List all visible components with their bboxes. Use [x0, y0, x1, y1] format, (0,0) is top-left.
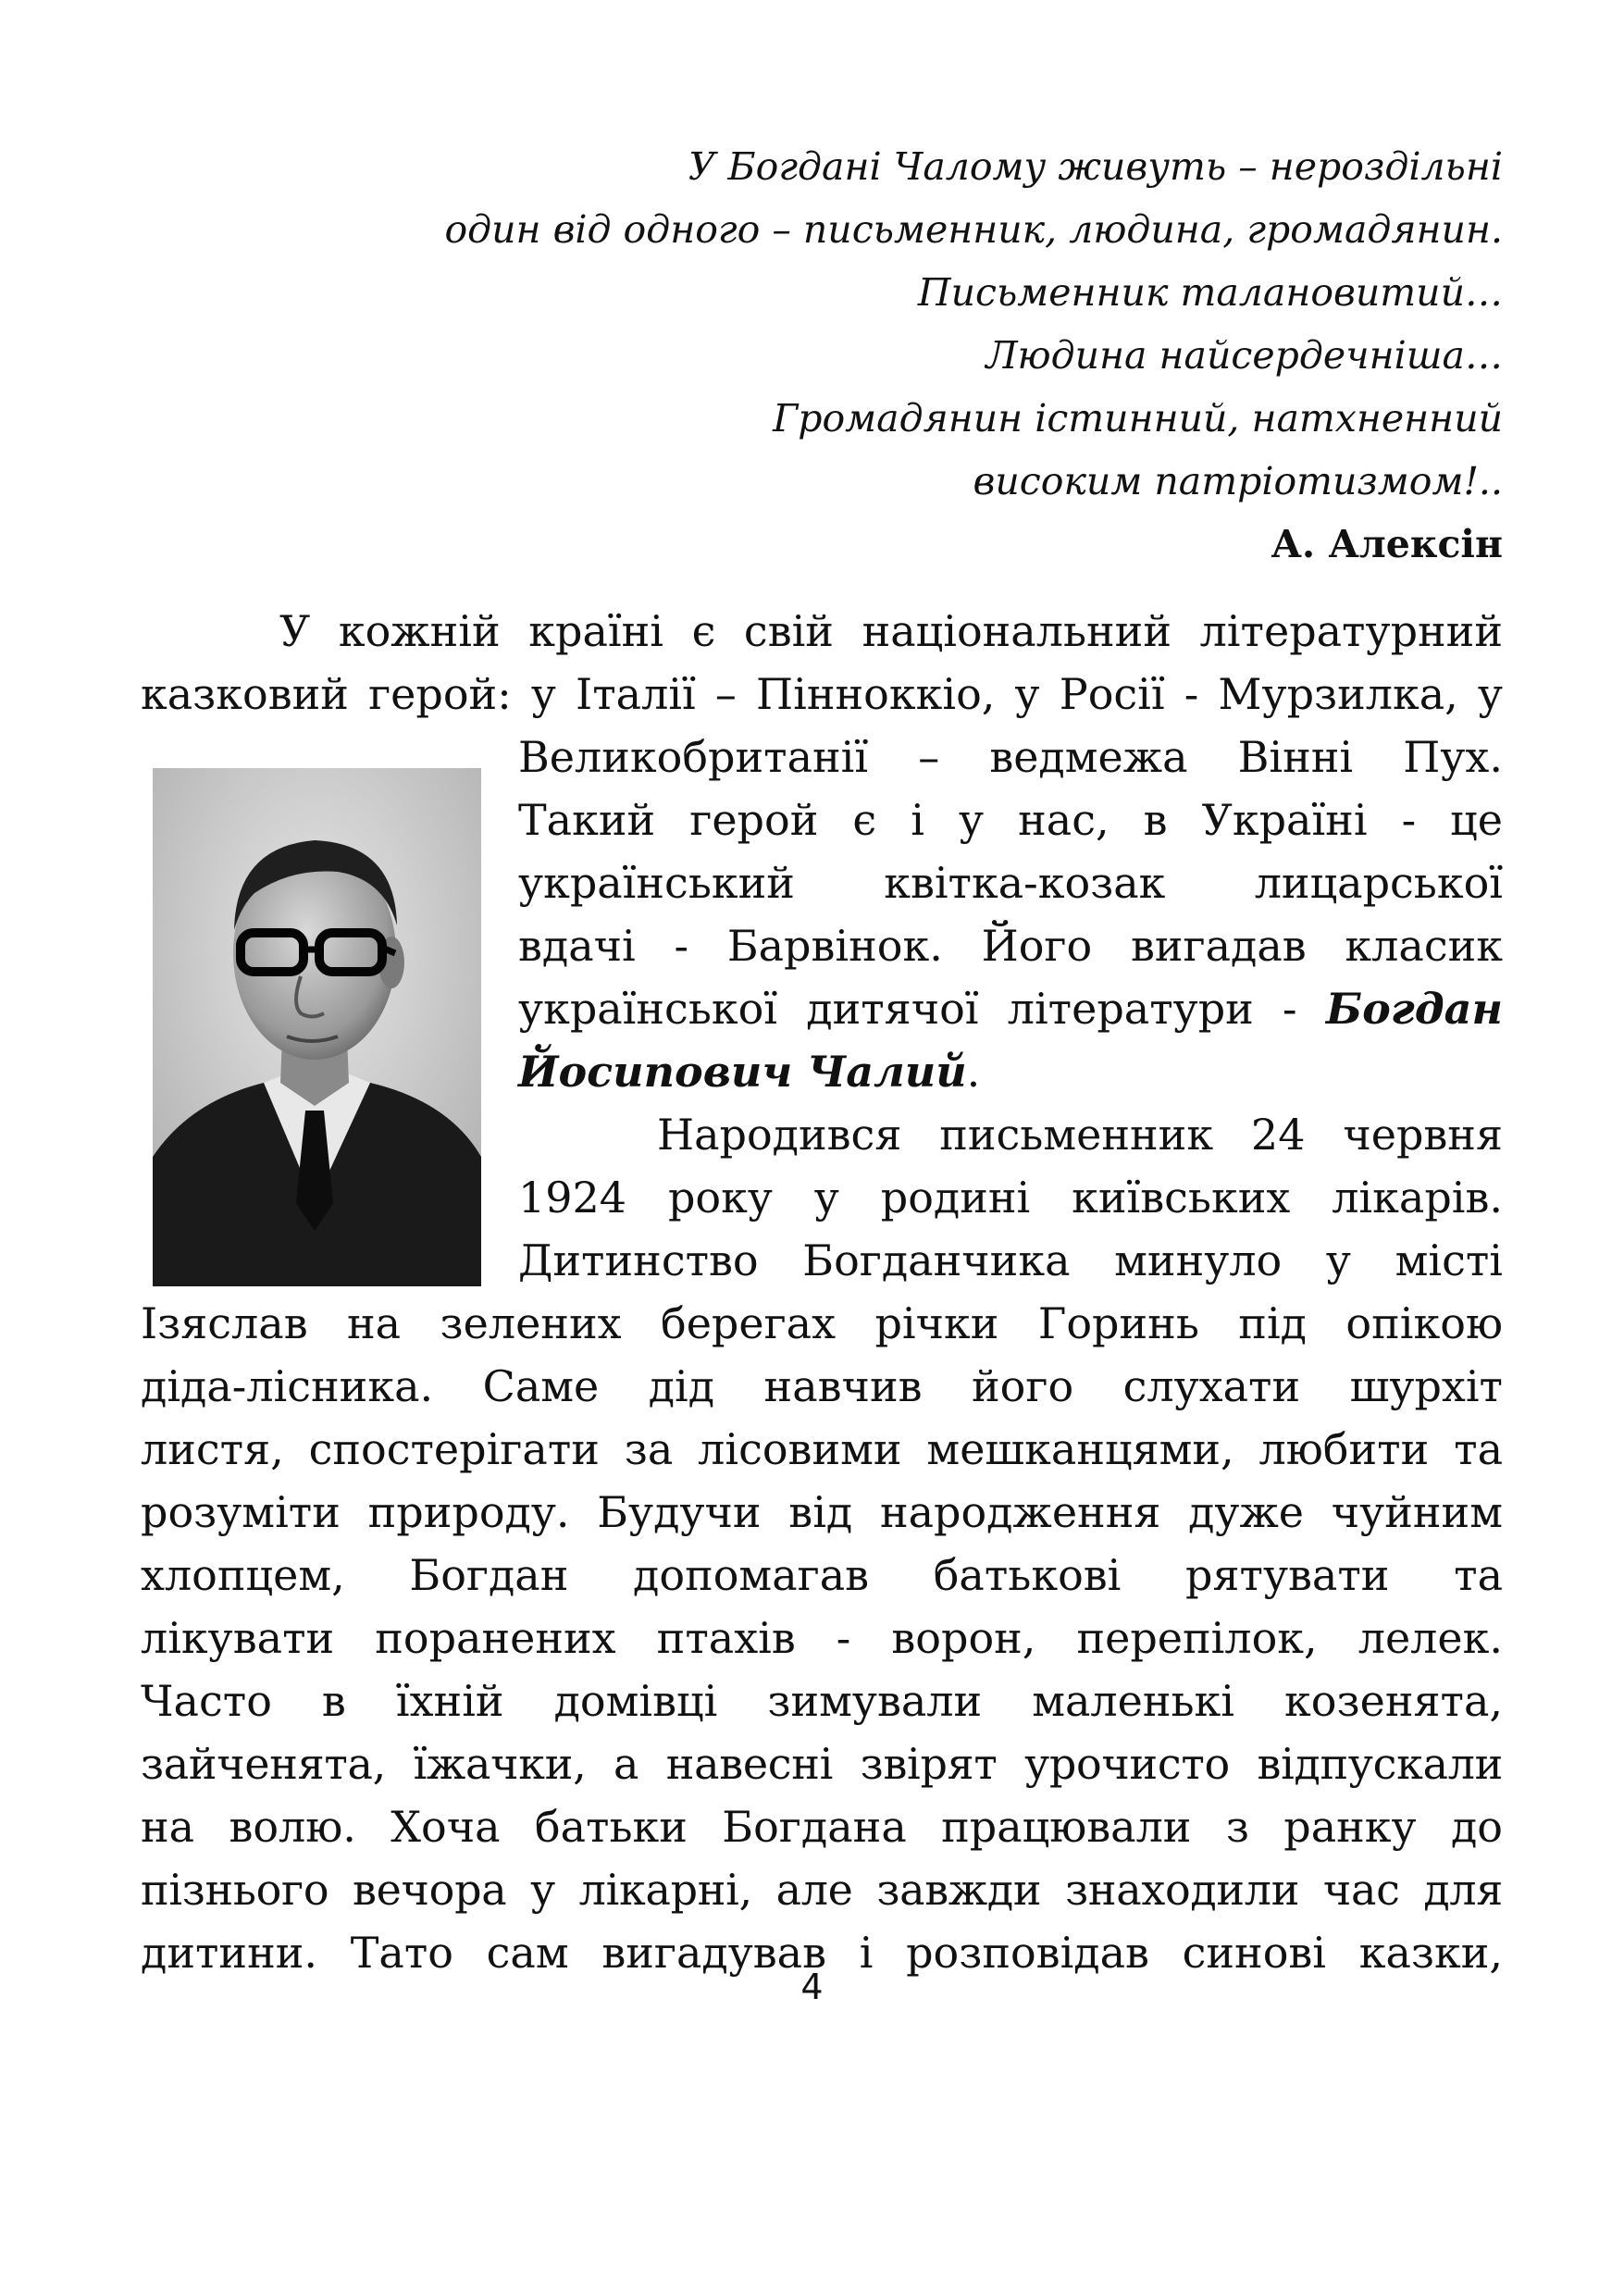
text-line: листя, спостерігати за лісовими мешканцями, любити та [141, 1424, 1503, 1474]
text-line: український квітка-козак лицарської [518, 858, 1503, 908]
paragraph-biography-beside-photo [518, 1103, 1503, 1292]
text-line: діда-лісника. Саме дід навчив його слухати шурхіт [141, 1361, 1503, 1411]
text-line [518, 977, 1503, 1040]
paragraph-intro-full [141, 600, 1503, 726]
author-name-rest: Йосипович Чалий [518, 1047, 967, 1097]
text-line: Великобританії – ведмежа Вінні Пух. [518, 732, 1503, 782]
epigraph [278, 135, 1503, 576]
text-line: хлопцем, Богдан допомагав батькові рятувати та [141, 1550, 1503, 1600]
epigraph-line: високим патріотизмом!.. [973, 459, 1503, 503]
text-line: вдачі - Барвінок. Його вигадав класик [518, 921, 1503, 971]
epigraph-line: Людина найсердечніша… [986, 333, 1503, 378]
text-fragment: . [966, 1047, 981, 1097]
epigraph-author: А. Алексін [1271, 522, 1503, 566]
text-line: розуміти природу. Будучи від народження дуже чуйним [141, 1487, 1503, 1537]
text-line: Народився письменник 24 червня [657, 1110, 1503, 1160]
epigraph-line: Письменник талановитий… [917, 270, 1503, 315]
text-line: казковий герой: у Італії – Пінноккіо, у Росії - Мурзилка, у [141, 669, 1503, 719]
page-number: 4 [800, 1967, 824, 2007]
text-fragment: української дитячої літератури - [518, 984, 1297, 1034]
paragraph-biography-full [141, 1292, 1503, 1984]
epigraph-line: У Богдані Чалому живуть – нероздільні [688, 144, 1503, 189]
text-line [518, 1040, 1503, 1103]
epigraph-line: один від одного – письменник, людина, громадянин. [444, 207, 1503, 252]
text-line: Такий герой є і у нас, в Україні - це [518, 795, 1503, 845]
text-line: дитини. Тато сам вигадував і розповідав синові казки, [141, 1928, 1503, 1978]
author-name-first: Богдан [1325, 984, 1504, 1034]
portrait-icon [153, 768, 481, 1286]
text-line: пізнього вечора у лікарні, але завжди знаходили час для [141, 1865, 1503, 1915]
text-line: Часто в їхній домівці зимували маленькі козенята, [141, 1676, 1503, 1726]
text-line: Ізяслав на зелених берегах річки Горинь під опікою [141, 1298, 1503, 1348]
text-line: 1924 року у родині київських лікарів. [518, 1173, 1503, 1222]
text-line: на волю. Хоча батьки Богдана працювали з ранку до [141, 1802, 1503, 1852]
text-line: лікувати поранених птахів - ворон, перепілок, лелек. [141, 1613, 1503, 1663]
paragraph-intro-beside-photo [518, 726, 1503, 1103]
text-line: У кожній країні є свій національний літературний [279, 606, 1503, 656]
text-line: Дитинство Богданчика минуло у місті [518, 1235, 1503, 1285]
portrait-photo [153, 768, 481, 1286]
text-line: зайченята, їжачки, а навесні звірят урочисто відпускали [141, 1739, 1503, 1789]
epigraph-line: Громадянин істинний, натхненний [773, 396, 1503, 441]
